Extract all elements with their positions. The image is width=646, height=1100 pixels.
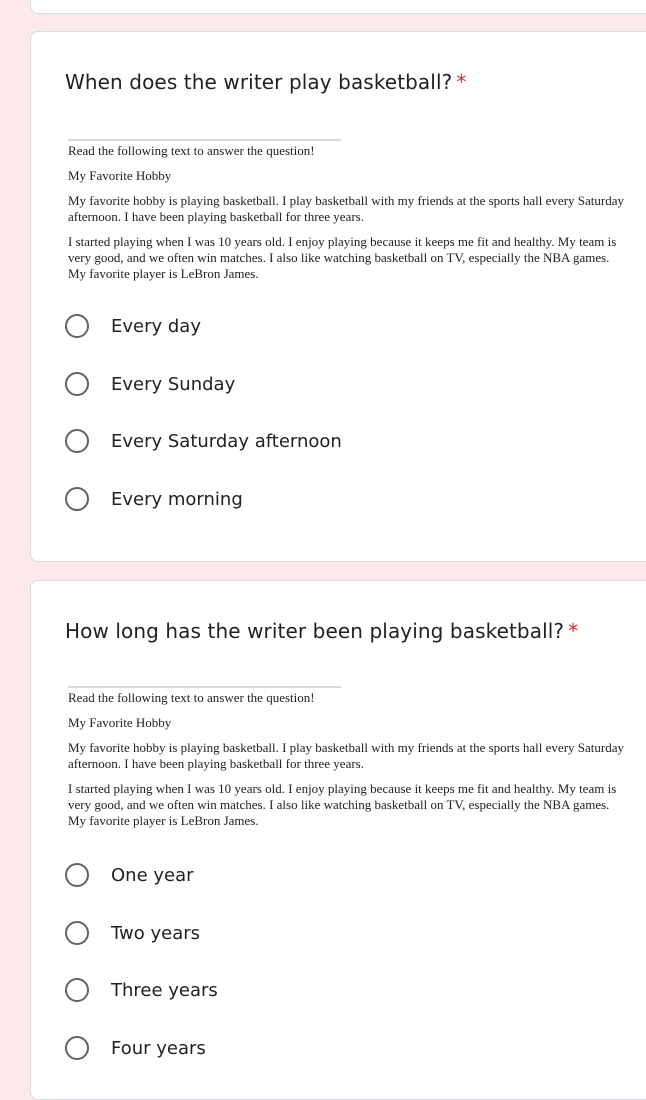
- question-card-2: [30, 580, 646, 1100]
- radio-option-every-morning[interactable]: [65, 485, 243, 513]
- radio-button[interactable]: [65, 429, 89, 453]
- passage-divider: [68, 139, 341, 141]
- radio-button[interactable]: [65, 487, 89, 511]
- radio-button[interactable]: [65, 372, 89, 396]
- option-label: Every Sunday: [111, 373, 236, 395]
- required-asterisk: *: [456, 70, 467, 94]
- radio-option-every-day[interactable]: [65, 312, 201, 340]
- radio-option-every-sunday[interactable]: [65, 370, 235, 398]
- question-title: [65, 619, 578, 643]
- required-asterisk: *: [568, 619, 579, 643]
- passage-paragraph: My favorite hobby is playing basketball. I play basketball with my friends at the sports hall every Saturday afternoon. I have been playing basketball for three years.: [68, 740, 624, 771]
- reading-passage: [68, 139, 628, 282]
- radio-option-every-saturday-afternoon[interactable]: [65, 427, 342, 455]
- passage-heading: My Favorite Hobby: [68, 715, 172, 730]
- previous-question-card: [30, 0, 646, 14]
- option-label: Every day: [111, 315, 201, 337]
- radio-option-one-year[interactable]: [65, 861, 194, 889]
- passage-heading: My Favorite Hobby: [68, 168, 172, 183]
- passage-paragraph: I started playing when I was 10 years old. I enjoy playing because it keeps me fit and healthy. My team is very good, and we often win matches. I also like watching basketball on TV, especially the NBA games. My favorite player is LeBron James.: [68, 781, 617, 828]
- radio-button[interactable]: [65, 863, 89, 887]
- radio-option-two-years[interactable]: [65, 919, 200, 947]
- option-label: Every Saturday afternoon: [111, 430, 342, 452]
- radio-option-three-years[interactable]: [65, 976, 218, 1004]
- passage-paragraph: I started playing when I was 10 years old. I enjoy playing because it keeps me fit and healthy. My team is very good, and we often win matches. I also like watching basketball on TV, especially the NBA games. My favorite player is LeBron James.: [68, 234, 617, 281]
- passage-divider: [68, 686, 341, 688]
- radio-button[interactable]: [65, 921, 89, 945]
- passage-instruction: Read the following text to answer the question!: [68, 143, 315, 158]
- option-label: One year: [111, 864, 194, 886]
- option-label: Two years: [111, 922, 201, 944]
- question-title-text: How long has the writer been playing basketball?: [65, 619, 565, 643]
- option-label: Four years: [111, 1037, 206, 1059]
- radio-button[interactable]: [65, 314, 89, 338]
- passage-paragraph: My favorite hobby is playing basketball. I play basketball with my friends at the sports hall every Saturday afternoon. I have been playing basketball for three years.: [68, 193, 624, 224]
- radio-button[interactable]: [65, 1036, 89, 1060]
- option-label: Three years: [111, 979, 218, 1001]
- option-label: Every morning: [111, 488, 243, 510]
- question-title: [65, 70, 466, 94]
- question-card-1: [30, 31, 646, 562]
- radio-option-four-years[interactable]: [65, 1034, 206, 1062]
- reading-passage: [68, 686, 628, 829]
- question-title-text: When does the writer play basketball?: [65, 70, 453, 94]
- radio-button[interactable]: [65, 978, 89, 1002]
- passage-instruction: Read the following text to answer the question!: [68, 690, 315, 705]
